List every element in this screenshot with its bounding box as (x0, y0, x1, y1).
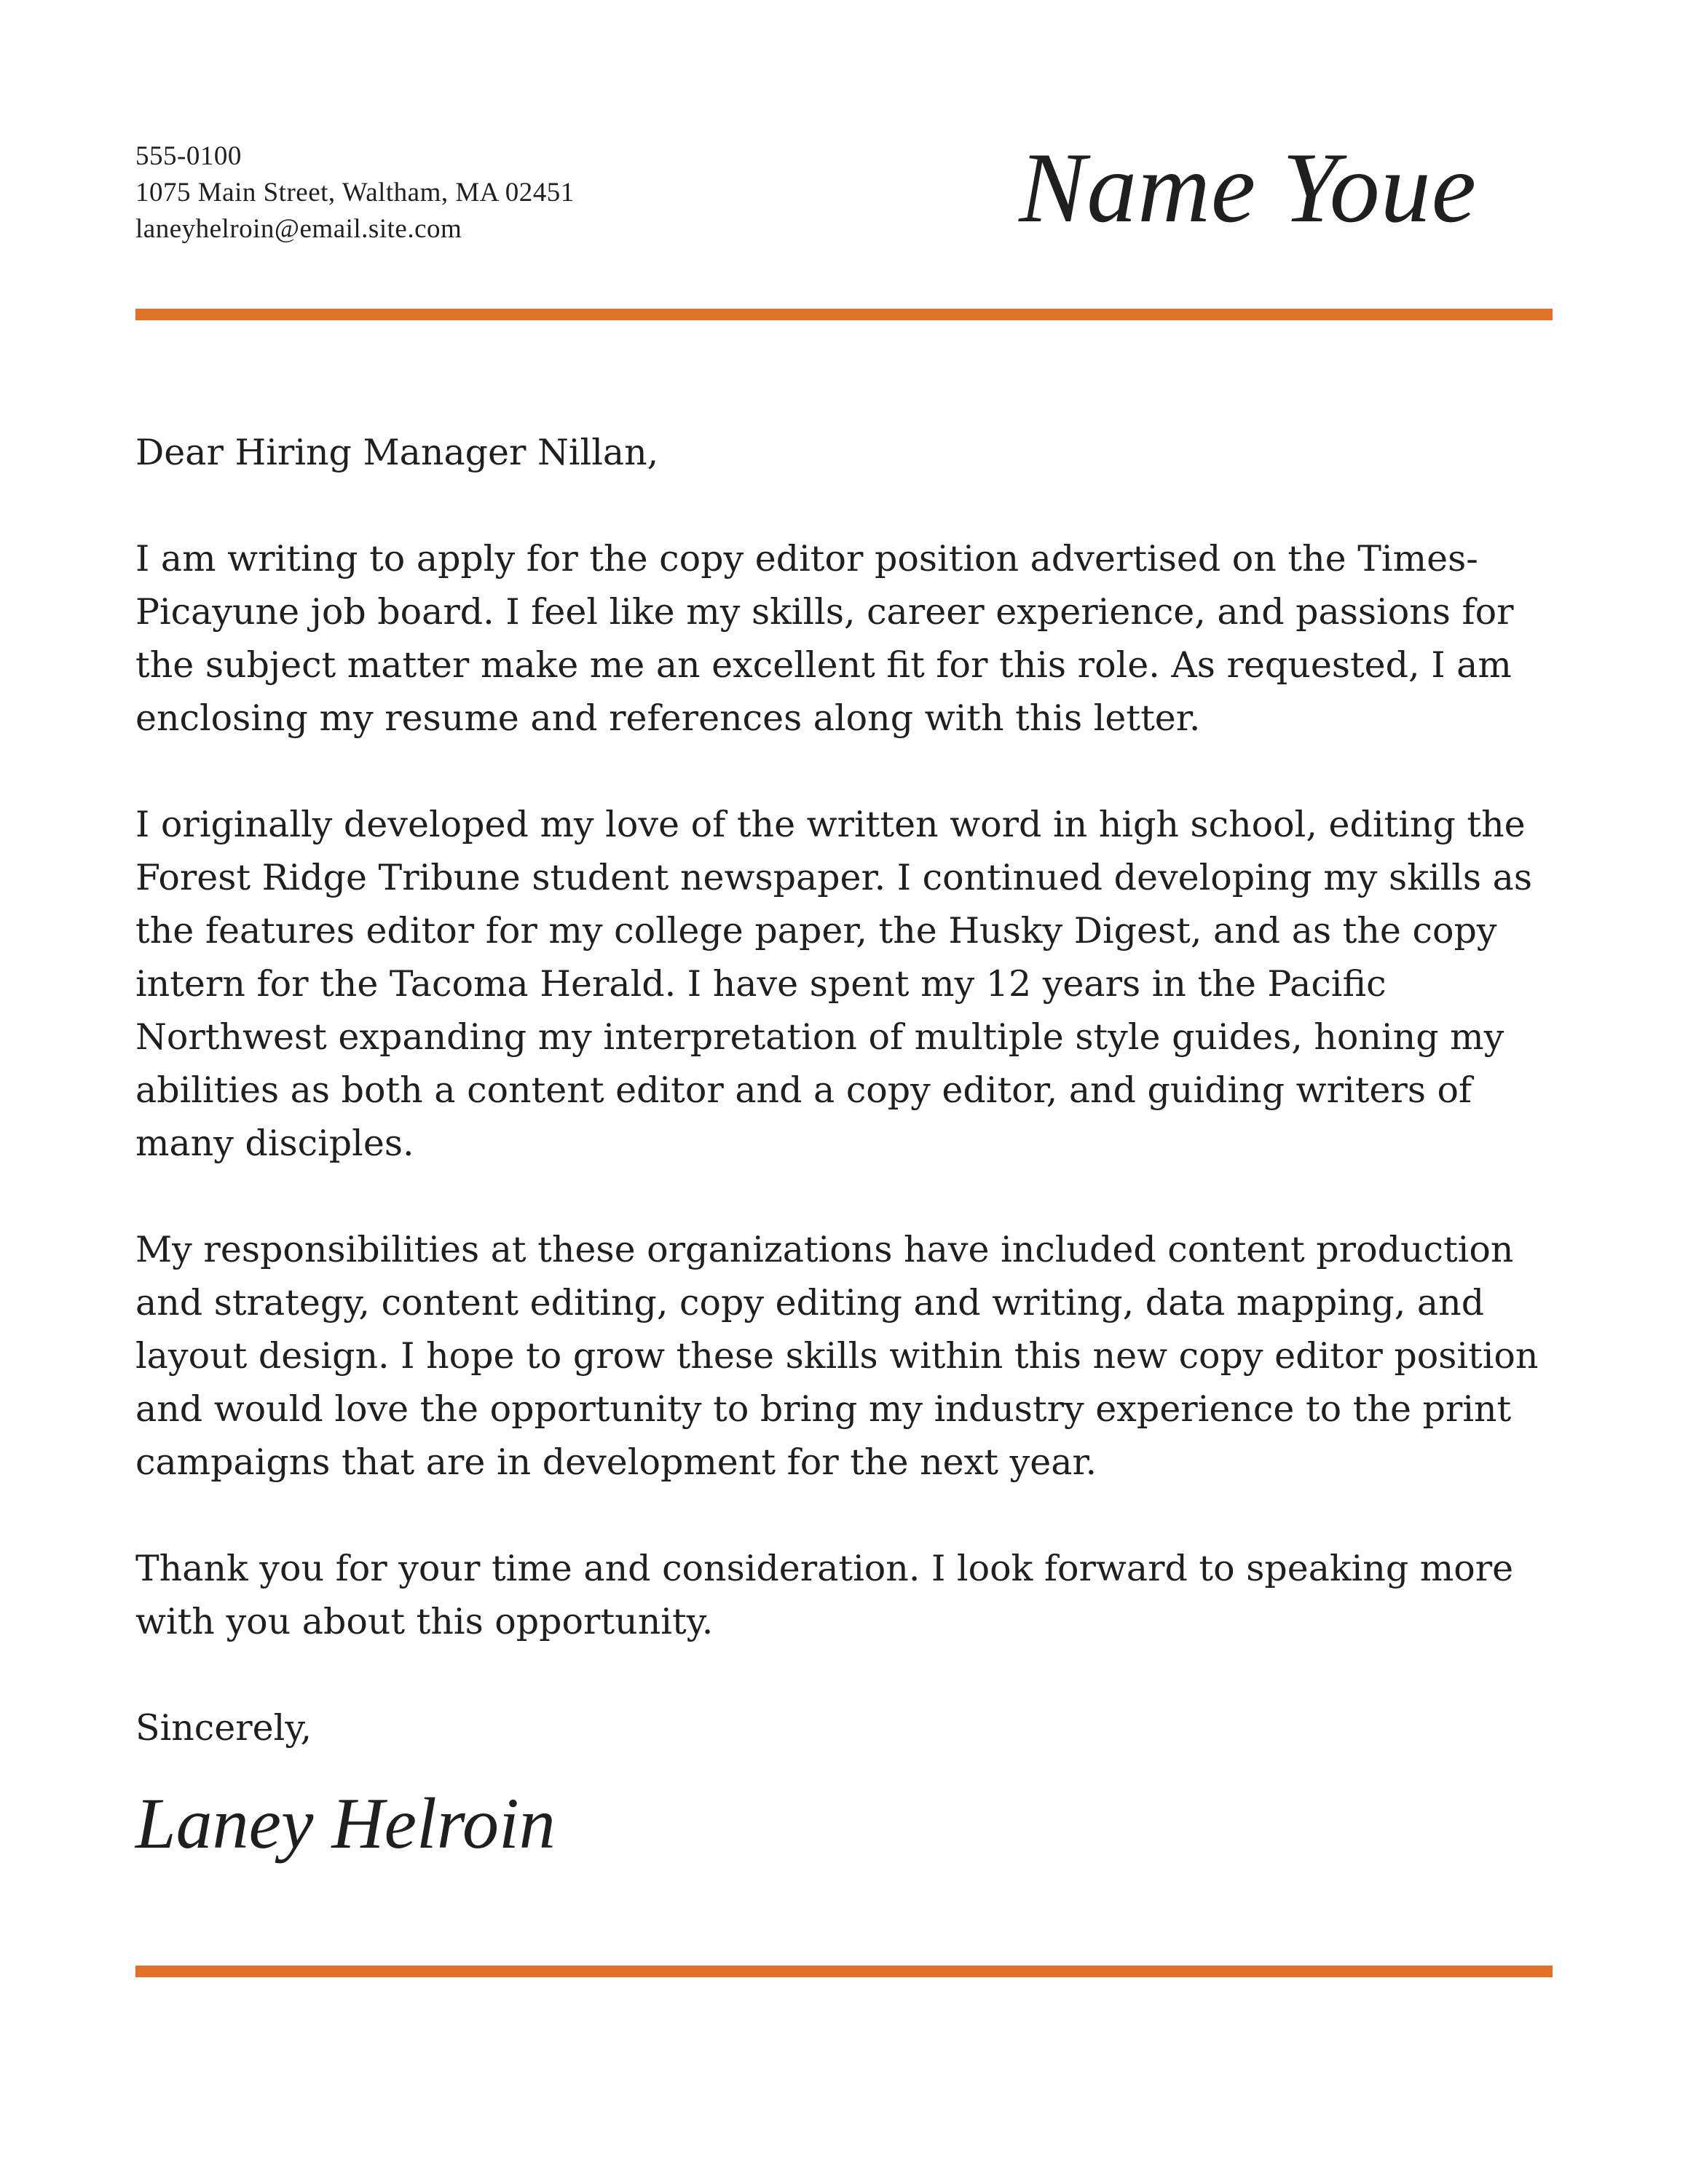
phone-number: 555-0100 (135, 141, 242, 171)
signature: Laney Helroin (135, 1783, 556, 1864)
closing: Sincerely, (135, 1707, 312, 1749)
paragraph-3: My responsibilities at these organizations have included content production and strategy, content editing, copy editing and writing, data mapping, and layout design. I hope to grow these skills within this new copy editor position and would love the opportunity to bring my industry experience to the print campaigns that are in development for the next year. (135, 1229, 1539, 1483)
street-address: 1075 Main Street, Waltham, MA 02451 (135, 178, 575, 207)
top-divider (135, 309, 1553, 320)
email-address: laneyhelroin@email.site.com (135, 214, 462, 244)
paragraph-4: Thank you for your time and consideration. I look forward to speaking more with you about this opportunity. (135, 1548, 1514, 1642)
letter-body (135, 426, 1563, 1754)
paragraph-2: I originally developed my love of the written word in high school, editing the Forest Ridge Tribune student newspaper. I continued developing my skills as the features editor for my college paper, the Husky Digest, and as the copy intern for the Tacoma Herald. I have spent my 12 years in the Pacific Northwest expanding my interpretation of multiple style guides, honing my abilities as both a content editor and a copy editor, and guiding writers of many disciples. (135, 804, 1532, 1164)
bottom-divider (135, 1966, 1553, 1977)
salutation: Dear Hiring Manager Nillan, (135, 432, 659, 473)
header-name: Name Youe (1019, 132, 1477, 243)
paragraph-1: I am writing to apply for the copy editor position advertised on the Times-Picayune job board. I feel like my skills, career experience, and passions for the subject matter make me an excellent fit for this role. As requested, I am enclosing my resume and references along with this letter. (135, 538, 1514, 739)
contact-info (135, 138, 575, 248)
